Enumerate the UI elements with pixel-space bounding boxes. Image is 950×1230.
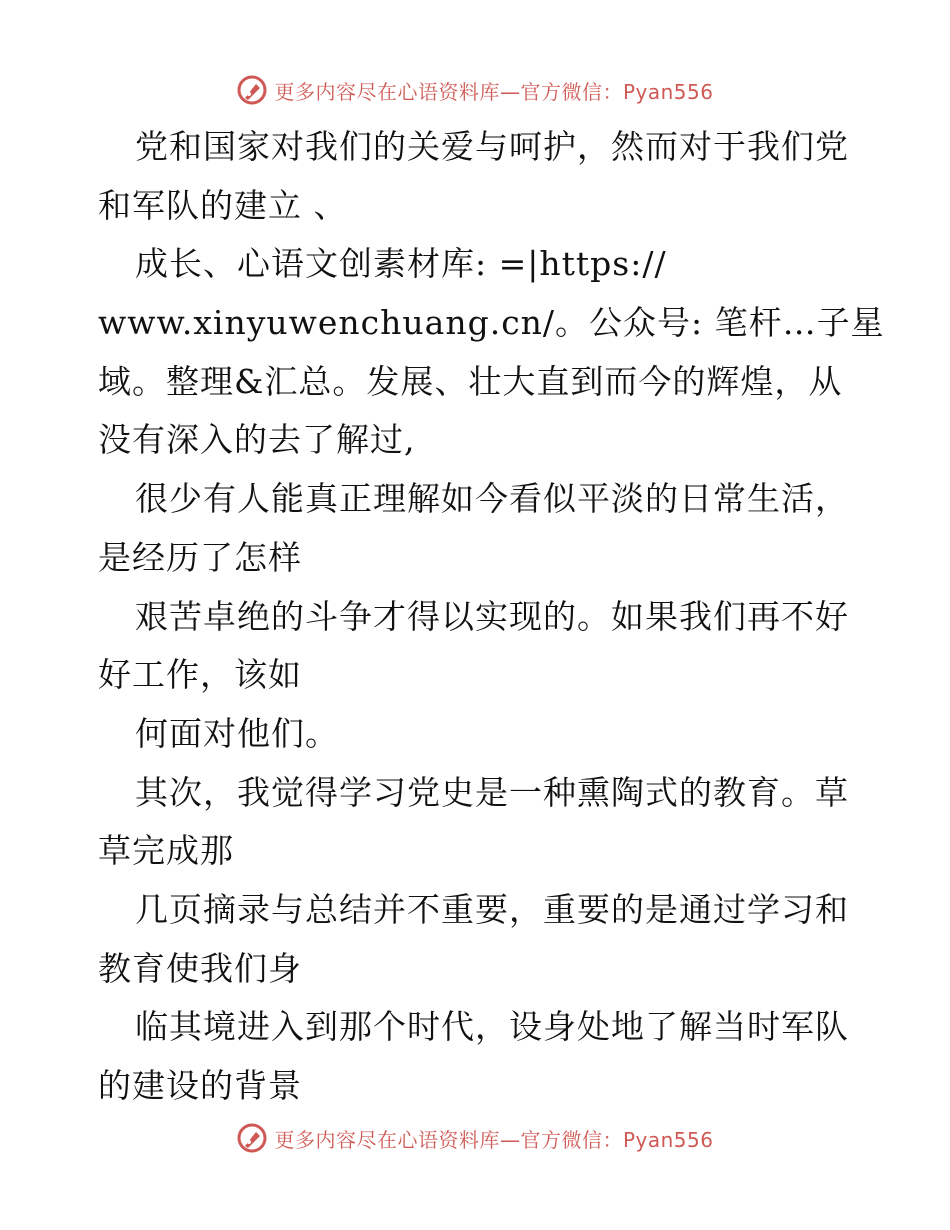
body-line: 没有深入的去了解过, — [98, 420, 416, 460]
header-watermark — [0, 70, 950, 110]
body-line: 教育使我们身 — [98, 948, 302, 988]
pen-nib-logo-icon — [236, 1122, 268, 1154]
body-line: 很少有人能真正理解如今看似平淡的日常生活， — [135, 479, 849, 519]
body-line: 和军队的建立 、 — [98, 185, 348, 225]
body-line: 的建设的背景 — [98, 1066, 302, 1105]
body-line: 域。整理&汇总。发展、壮大直到而今的辉煌，从 — [98, 361, 843, 401]
body-line: 其次，我觉得学习党史是一种熏陶式的教育。草 — [135, 772, 849, 812]
body-line: 临其境进入到那个时代，设身处地了解当时军队 — [135, 1007, 849, 1047]
body-line: www.xinyuwenchuang.cn/。公众号: 笔杆…子星 — [98, 303, 885, 343]
footer-watermark-text: 更多内容尽在心语资料库—官方微信：Pyan556 — [274, 1127, 714, 1152]
header-watermark-text: 更多内容尽在心语资料库—官方微信：Pyan556 — [274, 79, 714, 104]
footer-watermark — [0, 1118, 950, 1158]
body-line: 党和国家对我们的关爱与呵护，然而对于我们党 — [135, 127, 849, 166]
body-line: 艰苦卓绝的斗争才得以实现的。如果我们再不好 — [135, 596, 849, 636]
body-line: 何面对他们。 — [135, 713, 339, 753]
body-line: 是经历了怎样 — [98, 537, 302, 577]
body-line: 草完成那 — [98, 831, 234, 871]
body-line: 成长、心语文创素材库: =|https:// — [135, 244, 667, 284]
body-line: 几页摘录与总结并不重要，重要的是通过学习和 — [135, 889, 849, 929]
pen-nib-logo-icon — [236, 74, 268, 106]
body-line: 好工作，该如 — [98, 655, 302, 695]
document-body — [98, 118, 885, 1116]
